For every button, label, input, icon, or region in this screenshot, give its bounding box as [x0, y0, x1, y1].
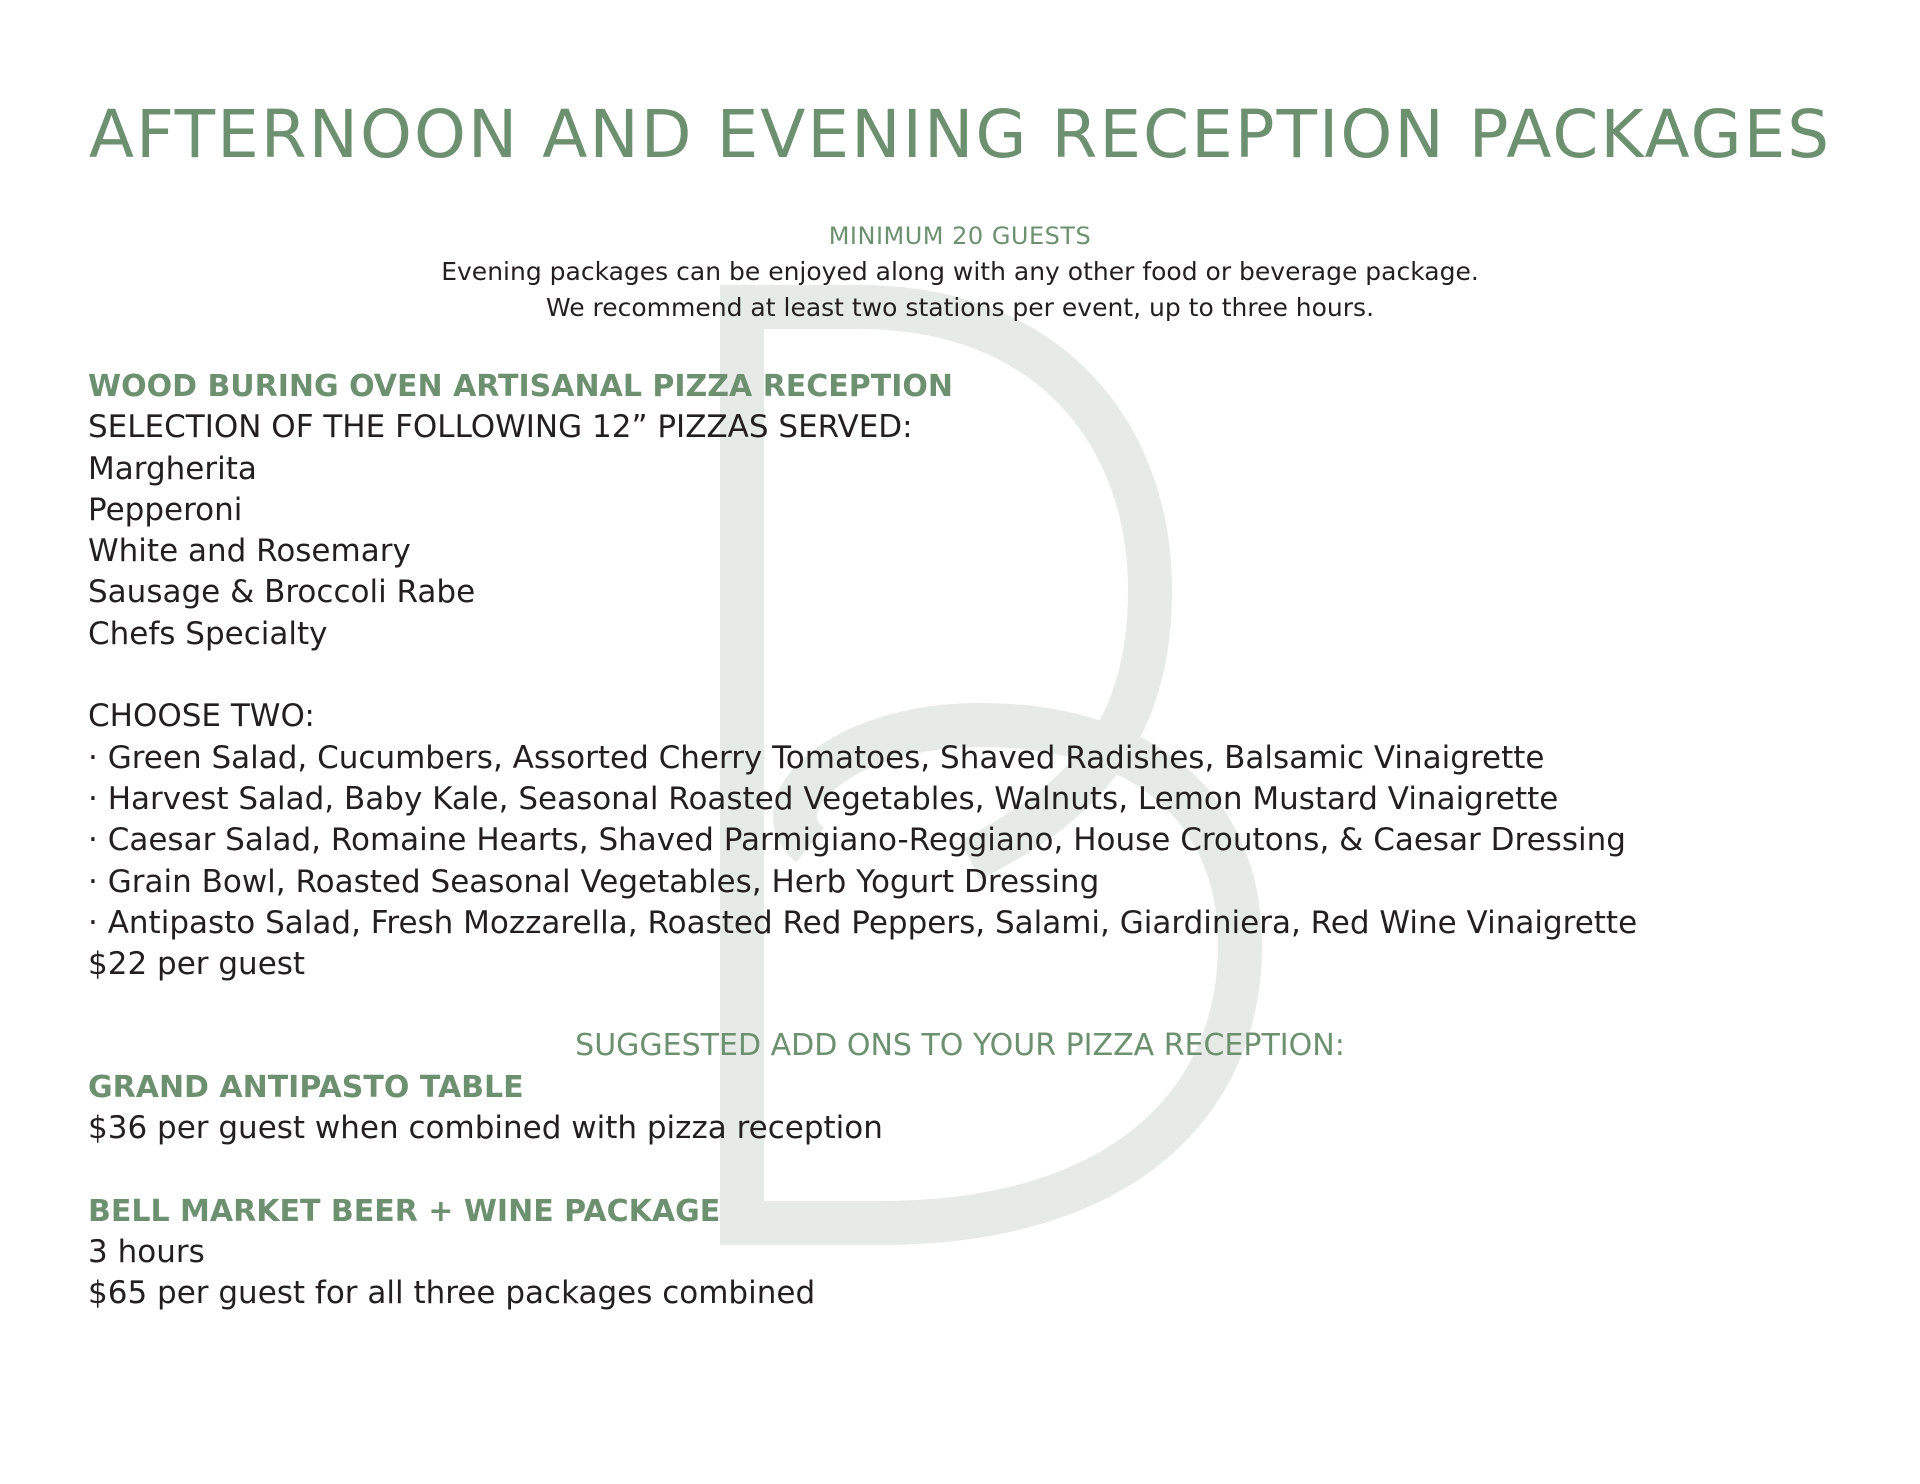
antipasto-table-price: $36 per guest when combined with pizza reception — [88, 1110, 883, 1147]
addons-heading: SUGGESTED ADD ONS TO YOUR PIZZA RECEPTION: — [575, 1028, 1345, 1064]
choose-two-label: CHOOSE TWO: — [88, 698, 315, 735]
pizza-section-heading: WOOD BURING OVEN ARTISANAL PIZZA RECEPTION — [88, 369, 954, 404]
spacer — [88, 985, 1868, 1025]
pizza-item: Pepperoni — [88, 491, 243, 528]
intro-line-1: Evening packages can be enjoyed along with any other food or beverage package. — [441, 257, 1479, 286]
beer-wine-package-duration: 3 hours — [88, 1233, 205, 1270]
pizza-item: White and Rosemary — [88, 533, 411, 570]
antipasto-table-heading: GRAND ANTIPASTO TABLE — [88, 1069, 524, 1105]
beer-wine-package-price: $65 per guest for all three packages combined — [88, 1275, 816, 1312]
minimum-guests-note: MINIMUM 20 GUESTS — [828, 222, 1092, 250]
salad-option: · Harvest Salad, Baby Kale, Seasonal Roasted Vegetables, Walnuts, Lemon Mustard Vinaigrette — [88, 780, 1559, 817]
salad-option: · Antipasto Salad, Fresh Mozzarella, Roasted Red Peppers, Salami, Giardiniera, Red Wine Vinaigrette — [88, 904, 1638, 941]
page-title: AFTERNOON AND EVENING RECEPTION PACKAGES — [88, 96, 1832, 173]
pizza-item: Margherita — [88, 450, 257, 487]
pizza-reception-price: $22 per guest — [88, 946, 306, 983]
spacer — [88, 655, 1868, 696]
spacer — [88, 1149, 1868, 1190]
salad-option: · Green Salad, Cucumbers, Assorted Cherry Tomatoes, Shaved Radishes, Balsamic Vinaigrette — [88, 739, 1545, 776]
beer-wine-package-heading: BELL MARKET BEER + WINE PACKAGE — [88, 1193, 721, 1229]
salad-option: · Caesar Salad, Romaine Hearts, Shaved Parmigiano-Reggiano, House Croutons, & Caesar Dressing — [88, 822, 1626, 859]
intro-line-2: We recommend at least two stations per event, up to three hours. — [545, 293, 1375, 322]
salad-option: · Grain Bowl, Roasted Seasonal Vegetables, Herb Yogurt Dressing — [88, 863, 1100, 900]
pizza-item: Chefs Specialty — [88, 615, 328, 652]
pizza-item: Sausage & Broccoli Rabe — [88, 574, 476, 611]
intro-block — [0, 218, 1920, 326]
menu-content — [88, 366, 1868, 1315]
pizza-selection-subheading: SELECTION OF THE FOLLOWING 12” PIZZAS SERVED: — [88, 409, 913, 446]
